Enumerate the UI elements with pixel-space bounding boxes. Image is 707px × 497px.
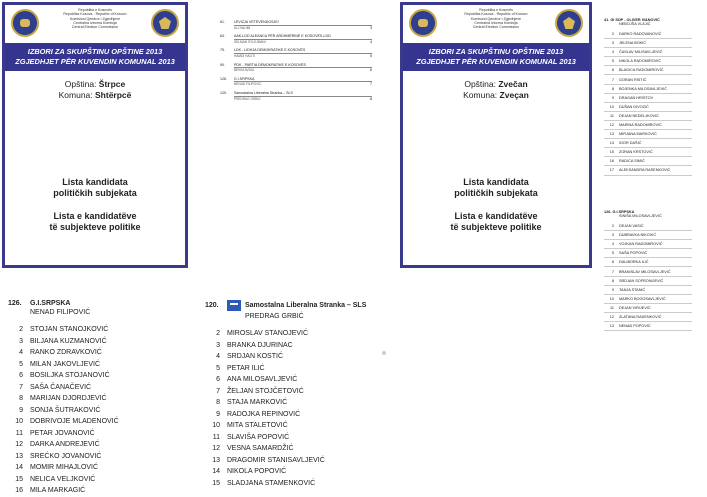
list-item: 10 DOBRIVOJE MLADENOVIĆ: [15, 418, 119, 426]
list-item: 3 JELENA BOKIĆ: [604, 39, 692, 48]
list-item: 12 DARKA ANDREJEVIĆ: [15, 441, 100, 449]
candidate-list-gi-srpska-zvecan: [604, 210, 692, 331]
municipality-name: Opština: Štrpce Komuna: Shtërpcë: [58, 79, 132, 100]
list-item: 6 BLAGICA RADOMIROVIĆ: [604, 66, 692, 75]
kosovo-emblem-icon: [409, 9, 437, 37]
list-item: 9 DRAGAN HRISTOV: [604, 94, 692, 103]
cec-seal-icon: [151, 9, 179, 37]
list-item: 9 RADOJKA REPINOVIĆ: [216, 410, 301, 418]
list-item: 5 MILAN JAKOVLJEVIĆ: [19, 360, 101, 368]
list-item: 10 MARKO BOGOSAVLJEVIĆ: [604, 295, 692, 304]
list-item: 8 SRDJAN SOFRONIJEVIĆ: [604, 277, 692, 286]
list-item: 11 PETAR JOVANOVIĆ: [15, 429, 95, 437]
subtitle-sr: Lista kandidata političkih subjekata: [53, 177, 137, 198]
list-leader: SINIŠA MILOSAVLJEVIĆ: [619, 214, 662, 218]
list-item: 10 DUŠAN DIVOZIĆ: [604, 103, 692, 112]
list-item: 4 ČASLAV MILISAVLJEVIĆ: [604, 48, 692, 57]
list-item: 15 NELICA VELJKOVIĆ: [15, 475, 96, 483]
list-item: 5 SAŠA POPOVIĆ: [604, 249, 692, 258]
list-item: 7 ŽELJAN STOJČETOVIĆ: [216, 387, 304, 395]
municipality-name: Opština: Zvečan Komuna: Zveçan: [463, 79, 529, 100]
list-item: 13 MIRJANA MARKOVIĆ: [604, 130, 692, 139]
list-item: 2 DARKO RADOVANOVIĆ: [604, 30, 692, 39]
list-item: 12 MARINA RADOMIROVIĆ: [604, 121, 692, 130]
list-item: 16 MILA MARKAGIĆ: [15, 487, 86, 495]
list-leader: NEBOJŠA VLAJIĆ: [619, 22, 651, 26]
list-item: 5 NIKOLA RADOMIROVIĆ: [604, 57, 692, 66]
list-item: 8 STAJA MARKOVIĆ: [216, 399, 288, 407]
cec-seal-icon: [555, 9, 583, 37]
list-item: 11 DEJAN NEDELJKOVIĆ: [604, 112, 692, 121]
list-item: 13 DRAGOMIR STANISAVLJEVIĆ: [212, 456, 325, 464]
list-item: 2 MIROSLAV STANOJEVIĆ: [216, 330, 309, 338]
list-item: 12 ZLATANA RADENKOVIĆ: [604, 313, 692, 322]
index-entry: 90. PDK - PARTIA DEMOKRATIKE E KOSOVËS BEKIM AVDIU 6: [220, 62, 372, 73]
list-item: 8 BOJENKA MILOSAVLJEVIĆ: [604, 85, 692, 94]
index-entry: 75. LDK - LIDHJA DEMOKRATIKE E KOSOVËS HAMDI HALITI 5: [220, 48, 372, 58]
list-item: 4 SRDJAN KOSTIĆ: [216, 353, 284, 361]
list-item: 9 TANJA STANIĆ: [604, 286, 692, 295]
list-item: 2 DEJAN VASIĆ: [604, 222, 692, 231]
candidate-list-gi-sdp: [604, 18, 692, 176]
list-item: 4 RANKO ZDRAVKOVIĆ: [19, 349, 102, 357]
list-item: 6 DALIBORKA ILIĆ: [604, 258, 692, 267]
subtitle-sr: Lista kandidata političkih subjekata: [454, 177, 538, 198]
index-entry: 120. Samostalna Liberalna Stranka – SLS PREDRAG GRBIĆ 8: [220, 90, 372, 101]
list-item: 3 BILJANA KUZMANOVIĆ: [19, 337, 107, 345]
party-header: 126. G.I.SRPSKA: [604, 210, 635, 214]
party-header: 41. GI SDP - OLIVER IVANOVIĆ: [604, 18, 660, 22]
list-item: 14 IGOR DAŠIĆ: [604, 139, 692, 148]
list-item: 13 SREĆKO JOVANOVIĆ: [15, 452, 102, 460]
list-item: 7 SAŠA ČANAČEVIĆ: [19, 383, 92, 391]
booklet-header: [5, 5, 185, 43]
booklet-strpce: [2, 2, 188, 268]
booklet-header: [403, 5, 589, 43]
list-item: 8 MARIJAN DJORDJEVIĆ: [19, 395, 107, 403]
list-item: 5 PETAR ILIĆ: [216, 364, 265, 372]
list-item: 11 DEJAN VIRIJEVIĆ: [604, 304, 692, 313]
list-item: 14 NIKOLA POPOVIĆ: [212, 468, 287, 476]
subtitle-sq: Lista e kandidatëve të subjekteve politike: [49, 211, 141, 232]
index-entry: 61. LËVIZJA VETËVENDOSJE! ALI HALIMI 3: [220, 20, 372, 30]
list-item: 3 DUBRAVKA NIKOVIĆ: [604, 231, 692, 240]
list-leader: PREDRAG GRBIĆ: [245, 313, 304, 320]
list-item: 10 MITA STALETOVIĆ: [212, 422, 288, 430]
list-item: 13 NENAD POPOVIĆ: [604, 322, 692, 331]
list-item: 7 BRANISLAV MILOSAVLJEVIĆ: [604, 267, 692, 276]
list-item: 15 SLADJANA STAMENKOVIĆ: [212, 479, 316, 487]
subtitle-sq: Lista e kandidatëve të subjekteve politike: [450, 211, 542, 232]
index-entry: 64. AAK-LDD ALEANCA PËR ARDHMËRINË E KOSOVËS-LDD SELMAN SYLEJMANI 4: [220, 34, 372, 44]
party-header: 120. Samostalna Liberalna Stranka – SLS: [205, 302, 367, 309]
election-title-band: IZBORI ZA SKUPŠTINU OPŠTINE 2013 ZGJEDHJET PËR KUVENDIN KOMUNAL 2013: [403, 43, 589, 71]
booklet-zvecan: [400, 2, 592, 268]
list-item: 3 BRANKA DJURINAC: [216, 341, 293, 349]
institution-lines: Republika e Kosovës Republika Kosova - Republic of Kosovo Komisioni Qendror i Zgjedhjeve Centralna Izborna Komisija Central Election Commission: [63, 8, 127, 30]
list-item: 16 RADICA SIMIĆ: [604, 157, 692, 166]
party-index: [220, 20, 372, 101]
index-entry: 126. G.I.SRPSKA NENAD FILIPOVIĆ 7: [220, 76, 372, 87]
list-leader: NENAD FILIPOVIĆ: [30, 309, 91, 316]
list-item: 6 BOSILJKA STOJANOVIĆ: [19, 372, 110, 380]
candidate-list-sls: [205, 300, 405, 489]
candidate-list-gi-srpska: [8, 300, 198, 497]
sls-party-logo-icon: [227, 300, 241, 311]
election-title-band: IZBORI ZA SKUPŠTINU OPŠTINE 2013 ZGJEDHJET PËR KUVENDIN KOMUNAL 2013: [5, 43, 185, 71]
institution-lines: Republika e Kosovës Republika Kosova - Republic of Kosovo Komisioni Qendror i Zgjedhjeve Centralna Izborna Komisija Central Election Commission: [464, 8, 528, 30]
list-item: 15 ZORAN KRSTOVIĆ: [604, 148, 692, 157]
list-item: 2 STOJAN STANOJKOVIĆ: [19, 326, 109, 334]
scan-speck: [382, 351, 386, 355]
list-item: 12 VESNA SAMARDŽIĆ: [212, 445, 294, 453]
list-item: 17 ALEKSANDRA RASENKOVIĆ: [604, 166, 692, 175]
list-item: 14 MOMIR MIHAJLOVIĆ: [15, 464, 99, 472]
list-item: 6 ANA MILOSAVLJEVIĆ: [216, 376, 298, 384]
list-item: 4 VOJKAN RADOMIROVIĆ: [604, 240, 692, 249]
list-item: 7 GORAN RISTIĆ: [604, 75, 692, 84]
list-item: 9 SONJA ŠUTRAKOVIĆ: [19, 406, 101, 414]
list-item: 11 SLAVIŠA POPOVIĆ: [212, 433, 290, 441]
kosovo-emblem-icon: [11, 9, 39, 37]
party-header: 126. G.I.SRPSKA: [8, 300, 71, 307]
